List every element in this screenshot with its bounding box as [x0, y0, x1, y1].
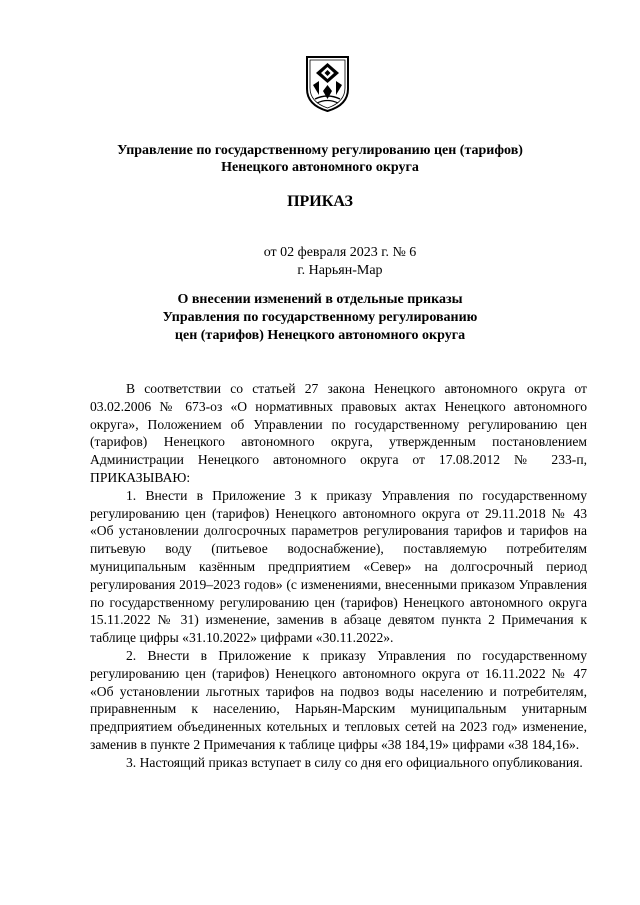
item-2-paragraph: 2. Внести в Приложение к приказу Управления по государственному регулированию цен (тарифов) Ненецкого автономного округа от 16.11.2022 № 47 «Об установлении льготных тарифов на подвоз воды населению и потребителям, приравненным к населению, Нарьян-Марским муниципальным унитарным предприятием объединенных котельных и тепловых сетей на 2023 год» изменение, заменив в пункте 2 Примечания к таблице цифры «38 184,19» цифрами «38 184,16».: [90, 647, 587, 752]
org-name-line-1: Управление по государственному регулированию цен (тарифов): [117, 143, 523, 158]
document-date-number: от 02 февраля 2023 г. № 6: [263, 245, 417, 260]
document-body: [90, 380, 587, 772]
document-subject: [60, 291, 580, 345]
issuing-organization: [60, 142, 580, 176]
preamble-paragraph: В соответствии со статьей 27 закона Ненецкого автономного округа от 03.02.2006 № 673-оз «О нормативных правовых актах Ненецкого автономного округа», Положением об Управлении по государственному регулированию цен (тарифов) Ненецкого автономного округа, утвержденным постановлением Администрации Ненецкого автономного округа от 17.08.2012 № 233-п, ПРИКАЗЫВАЮ:: [90, 381, 587, 485]
subject-line-1: О внесении изменений в отдельные приказы: [177, 292, 463, 307]
document-type-title: ПРИКАЗ: [287, 193, 353, 210]
item-3-paragraph: 3. Настоящий приказ вступает в силу со дня его официального опубликования.: [126, 754, 583, 770]
coat-of-arms-emblem: [305, 55, 350, 113]
subject-line-3: цен (тарифов) Ненецкого автономного округа: [174, 328, 466, 343]
item-1-paragraph: 1. Внести в Приложение 3 к приказу Управления по государственному регулированию цен (тарифов) Ненецкого автономного округа от 29.11.2018 № 43 «Об установлении долгосрочных параметров регулирования тарифов и тарифов на питьевую воду (питьевое водоснабжение), поставляемую потребителям муниципальным казённым предприятием «Север» на долгосрочный период регулирования 2019–2023 годов» (с изменениями, внесенными приказом Управления по государственному регулированию цен (тарифов) Ненецкого автономного округа 15.11.2022 № 31) изменение, заменив в абзаце девятом пункта 2 Примечания к таблице цифры «31.10.2022» цифрами «30.11.2022».: [90, 487, 587, 646]
subject-line-2: Управления по государственному регулированию: [162, 310, 478, 325]
document-meta: [60, 244, 580, 280]
document-place: г. Нарьян-Мар: [297, 263, 383, 278]
org-name-line-2: Ненецкого автономного округа: [221, 160, 419, 175]
